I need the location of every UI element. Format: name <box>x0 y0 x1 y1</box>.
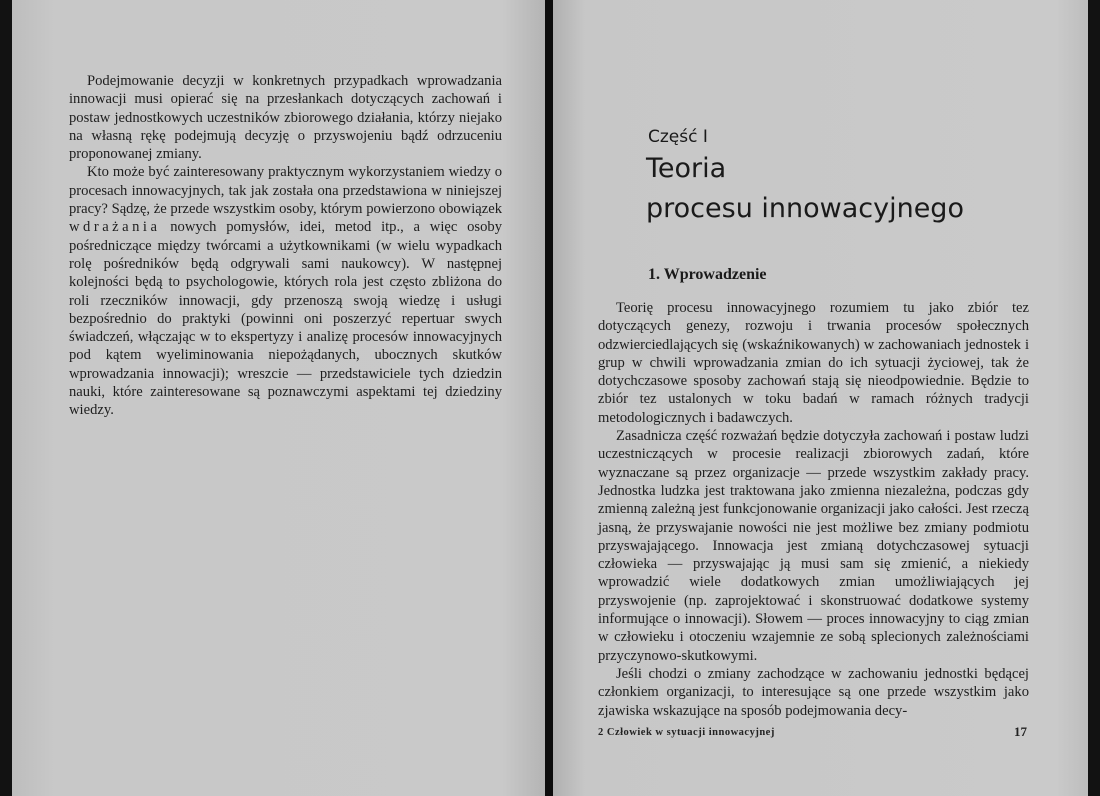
right-paragraph-2: Zasadnicza część rozważań będzie dotyczyła zachowań i postaw ludzi uczestniczących w procesie realizacji zbiorowych zadań, które wyznaczane są przez organizacje — przede wszystkim zakłady pracy. Jednostka ludzka jest traktowana jako zmienna niezależna, podczas gdy zmienną zależną jest funkcjonowanie organizacji jako całości. Jest rzeczą jasną, że przyswajanie nowości nie jest możliwe bez zmiany podmiotu przyswajającego. Innowacja jest zmianą dotychczasowej sytuacji człowieka — przyswajając ją musi sam się zmienić, a niekiedy wprowadzić wiele dodatkowych zmian umożliwiających jej przyswojenie (np. zaprojektować i skonstruować dodatkowe systemy informujące o innowacji). Słowem — proces innowacyjny to ciąg zmian w człowieku i otoczeniu wzajemnie ze sobą splecionych zależnościami przyczynowo-skutkowymi. <box>598 428 1029 664</box>
right-paragraph-3: Jeśli chodzi o zmiany zachodzące w zachowaniu jednostki będącej członkiem organizacji, to interesujące są one przede wszystkim jako zjawiska wskazujące na sposób podejmowania decy- <box>598 665 1029 719</box>
right-page-body <box>598 299 1029 720</box>
part-label: Część I <box>648 127 708 147</box>
left-page-body <box>69 72 502 420</box>
left-paragraph-1: Podejmowanie decyzji w konkretnych przypadkach wprowadzania innowacji musi opierać się na przesłankach dotyczących zachowań i postaw jednostkowych uczestników zbiorowego działania, którzy niejako na własną rękę podejmują decyzję o przyswojeniu bądź odrzuceniu proponowanej zmiany. <box>69 73 502 163</box>
left-paragraph-2-end: nowych pomysłów, idei, metod itp., a więc osoby pośredniczące między twórcami a użytkownikami (w wielu wypadkach rolę pośredników będą odgrywali sami naukowcy). W następnej kolejności będą to psychologowie, których rola jest często zbliżona do roli rzeczników innowacji, gdy przenoszą swoją wiedzę i usługi bezpośrednio do praktyki (powinni oni poszerzyć repertuar swych świadczeń, włączając w to ekspertyzy i analizę procesów innowacyjnych pod kątem wyeliminowania niepożądanych, ubocznych skutków wprowadzania innowacji); wreszcie — przedstawiciele tych dziedzin nauki, które zainteresowane są poznawczymi aspektami tej dziedziny wiedzy. <box>69 219 502 419</box>
emphasized-word: wdrażania <box>69 219 161 236</box>
book-gutter <box>545 0 553 796</box>
part-title-line-2: procesu innowacyjnego <box>646 193 964 224</box>
left-paragraph-2 <box>69 163 502 419</box>
left-paragraph-2-start: Kto może być zainteresowany praktycznym wykorzystaniem wiedzy o procesach innowacyjnych, tak jak została ona przedstawiona w niniejszej pracy? Sądzę, że przede wszystkim osoby, którym powierzono obowiązek <box>69 164 502 218</box>
right-paragraph-1: Teorię procesu innowacyjnego rozumiem tu jako zbiór tez dotyczących genezy, rozwoju i trwania procesów społecznych odzwierciedlających się (wskaźnikowanych) w zachowaniach jednostek i grup w chwili wprowadzania zmian do ich sytuacji życiowej, tak że dotychczasowe sposoby zachowań stają się nieodpowiednie. Będzie to zbiór tez ustalonych w toku badań w ramach różnych tradycji metodologicznych i badawczych. <box>598 300 1029 426</box>
part-title-line-1: Teoria <box>646 153 727 184</box>
section-heading: 1. Wprowadzenie <box>648 266 767 283</box>
page-number: 17 <box>1014 724 1027 739</box>
footer-signature: 2 Człowiek w sytuacji innowacyjnej <box>598 727 775 738</box>
part-title <box>646 149 964 229</box>
